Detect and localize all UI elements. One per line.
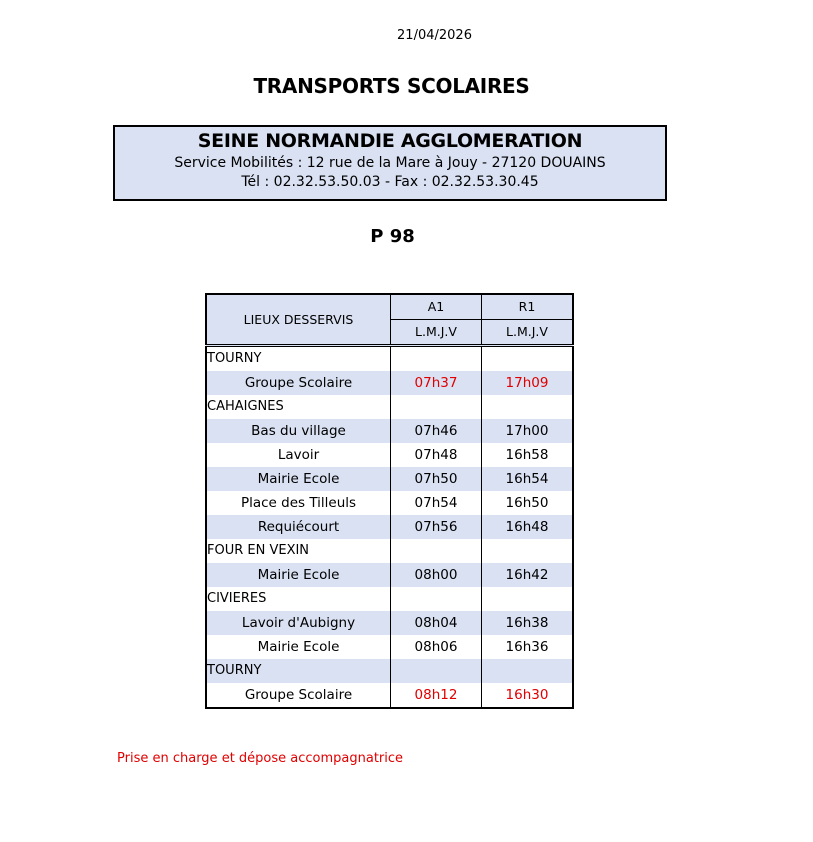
footnote: Prise en charge et dépose accompagnatrice xyxy=(117,751,404,766)
stop-time-a1: 07h46 xyxy=(391,419,482,443)
section-row xyxy=(206,659,573,683)
stop-name: Groupe Scolaire xyxy=(206,371,391,395)
stop-row xyxy=(206,419,573,443)
stop-time-a1: 07h54 xyxy=(391,491,482,515)
stop-name: Mairie Ecole xyxy=(206,467,391,491)
stop-time-a1: 08h12 xyxy=(391,683,482,708)
stop-name: Requiécourt xyxy=(206,515,391,539)
stop-name: Groupe Scolaire xyxy=(244,687,353,703)
document-date: 21/04/2026 xyxy=(397,28,472,43)
section-name: TOURNY xyxy=(207,351,262,366)
organization-name: SEINE NORMANDIE AGGLOMERATION xyxy=(197,130,583,152)
places-header: LIEUX DESSERVIS xyxy=(206,294,391,346)
stop-time-a1: 07h48 xyxy=(391,443,482,467)
stop-name: Lavoir d'Aubigny xyxy=(206,611,391,635)
stop-time-r1: 16h54 xyxy=(482,467,574,491)
stop-name: Bas du village xyxy=(206,419,391,443)
stop-time-r1: 16h48 xyxy=(482,515,574,539)
stop-row xyxy=(206,611,573,635)
stop-time-r1: 16h50 xyxy=(482,491,574,515)
stop-row xyxy=(206,683,573,708)
section-name: FOUR EN VEXIN xyxy=(207,543,310,558)
section-row xyxy=(206,395,573,419)
section-name: CAHAIGNES xyxy=(207,399,284,414)
section-row xyxy=(206,539,573,563)
stop-time-r1: 16h38 xyxy=(482,611,574,635)
document-title-text: TRANSPORTS SCOLAIRES xyxy=(253,74,530,98)
stop-row xyxy=(206,515,573,539)
schedule-table xyxy=(205,293,574,709)
stop-time-a1: 08h04 xyxy=(391,611,482,635)
schedule-header-row xyxy=(206,294,573,320)
section-name: CIVIERES xyxy=(207,591,267,606)
column-a1-days: L.M.J.V xyxy=(391,320,482,346)
organization-box xyxy=(113,125,667,201)
stop-time-a1: 07h56 xyxy=(391,515,482,539)
column-r1-days: L.M.J.V xyxy=(482,320,574,346)
stop-row xyxy=(206,371,573,395)
stop-row xyxy=(206,563,573,587)
document-title xyxy=(0,74,813,98)
line-code xyxy=(0,226,813,247)
organization-contact: Tél : 02.32.53.50.03 - Fax : 02.32.53.30.45 xyxy=(241,174,539,190)
stop-name: Place des Tilleuls xyxy=(240,495,357,511)
stop-time-a1: 08h06 xyxy=(391,635,482,659)
stop-time-a1: 08h00 xyxy=(391,563,482,587)
section-name: TOURNY xyxy=(206,659,391,683)
stop-time-r1: 16h36 xyxy=(482,635,574,659)
line-code-text: P 98 xyxy=(370,226,415,247)
stop-name: Mairie Ecole xyxy=(206,563,391,587)
stop-time-r1: 16h58 xyxy=(482,443,574,467)
column-a1-code: A1 xyxy=(391,294,482,320)
stop-row xyxy=(206,635,573,659)
section-row xyxy=(206,587,573,611)
stop-name: Mairie Ecole xyxy=(257,639,340,655)
organization-address: Service Mobilités : 12 rue de la Mare à Jouy - 27120 DOUAINS xyxy=(174,155,606,171)
stop-row xyxy=(206,467,573,491)
schedule-body xyxy=(206,346,573,709)
stop-time-r1: 16h30 xyxy=(482,683,574,708)
stop-time-r1: 17h00 xyxy=(482,419,574,443)
section-row xyxy=(206,346,573,372)
stop-name: Lavoir xyxy=(277,447,320,463)
stop-row xyxy=(206,491,573,515)
stop-row xyxy=(206,443,573,467)
stop-time-r1: 16h42 xyxy=(482,563,574,587)
stop-time-a1: 07h50 xyxy=(391,467,482,491)
stop-time-a1: 07h37 xyxy=(391,371,482,395)
column-r1-code: R1 xyxy=(482,294,574,320)
stop-time-r1: 17h09 xyxy=(482,371,574,395)
